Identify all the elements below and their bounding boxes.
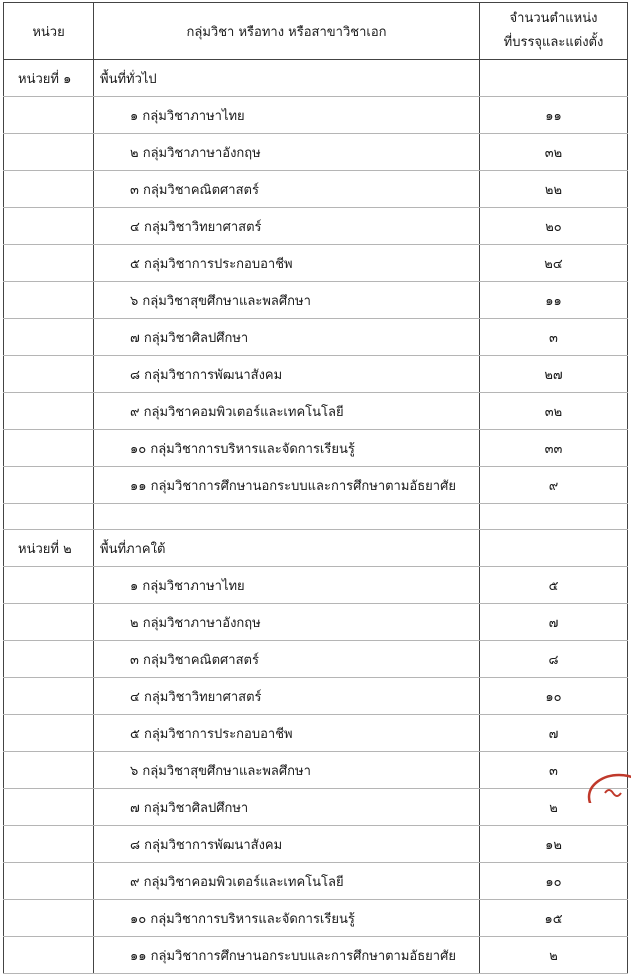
position-count-cell: ๑๕: [480, 900, 628, 937]
subject-group-cell: ๗ กลุ่มวิชาศิลปศึกษา: [94, 789, 480, 826]
table-row: [4, 789, 628, 826]
position-count-cell: ๑๑: [480, 282, 628, 319]
subject-group-cell: ๑๑ กลุ่มวิชาการศึกษานอกระบบและการศึกษาตามอัธยาศัย: [94, 937, 480, 974]
table-row: [4, 567, 628, 604]
position-allocation-table: [3, 2, 628, 974]
subject-group-cell: ๘ กลุ่มวิชาการพัฒนาสังคม: [94, 356, 480, 393]
section-header-row: [4, 60, 628, 97]
unit-cell-empty: [4, 319, 94, 356]
subject-group-cell: ๗ กลุ่มวิชาศิลปศึกษา: [94, 319, 480, 356]
subject-group-cell: ๕ กลุ่มวิชาการประกอบอาชีพ: [94, 715, 480, 752]
count-column-header: [480, 3, 628, 60]
position-count-cell: ๑๑: [480, 97, 628, 134]
table-body: [4, 60, 628, 974]
subject-group-cell: ๑๐ กลุ่มวิชาการบริหารและจัดการเรียนรู้: [94, 430, 480, 467]
area-label: พื้นที่ภาคใต้: [94, 530, 480, 567]
position-count-cell: ๒: [480, 789, 628, 826]
position-count-cell: ๒๔: [480, 245, 628, 282]
position-count-cell: ๙: [480, 467, 628, 504]
subject-group-cell: ๙ กลุ่มวิชาคอมพิวเตอร์และเทคโนโลยี: [94, 393, 480, 430]
unit-cell-empty: [4, 826, 94, 863]
unit-cell-empty: [4, 430, 94, 467]
subject-group-cell: ๒ กลุ่มวิชาภาษาอังกฤษ: [94, 134, 480, 171]
unit-cell-empty: [4, 752, 94, 789]
unit-cell-empty: [4, 356, 94, 393]
table-row: [4, 641, 628, 678]
table-row: [4, 430, 628, 467]
unit-column-header: หน่วย: [4, 3, 94, 60]
unit-cell-empty: [4, 567, 94, 604]
section-spacer-row: [4, 504, 628, 530]
position-count-cell: ๒๐: [480, 208, 628, 245]
position-count-cell: ๑๐: [480, 863, 628, 900]
count-header-line-1: จำนวนตำแหน่ง: [509, 11, 598, 26]
subject-group-cell: ๑๑ กลุ่มวิชาการศึกษานอกระบบและการศึกษาตามอัธยาศัย: [94, 467, 480, 504]
subject-group-cell: ๔ กลุ่มวิชาวิทยาศาสตร์: [94, 678, 480, 715]
table-row: [4, 900, 628, 937]
unit-cell-empty: [4, 467, 94, 504]
table-row: [4, 826, 628, 863]
unit-cell-empty: [4, 715, 94, 752]
subject-group-cell: ๓ กลุ่มวิชาคณิตศาสตร์: [94, 641, 480, 678]
subject-group-cell: ๘ กลุ่มวิชาการพัฒนาสังคม: [94, 826, 480, 863]
subject-group-cell: ๙ กลุ่มวิชาคอมพิวเตอร์และเทคโนโลยี: [94, 863, 480, 900]
unit-cell-empty: [4, 97, 94, 134]
subject-group-cell: ๑๐ กลุ่มวิชาการบริหารและจัดการเรียนรู้: [94, 900, 480, 937]
position-count-cell: ๓๒: [480, 134, 628, 171]
position-count-cell: ๒: [480, 937, 628, 974]
unit-cell-empty: [4, 863, 94, 900]
table-row: [4, 356, 628, 393]
unit-label: หน่วยที่ ๒: [4, 530, 94, 567]
unit-cell-empty: [4, 641, 94, 678]
table-row: [4, 604, 628, 641]
table-row: [4, 134, 628, 171]
position-count-cell: ๓๒: [480, 393, 628, 430]
unit-cell-empty: [4, 393, 94, 430]
unit-cell-empty: [4, 604, 94, 641]
table-row: [4, 245, 628, 282]
table-row: [4, 282, 628, 319]
subject-group-cell: ๒ กลุ่มวิชาภาษาอังกฤษ: [94, 604, 480, 641]
area-count-empty: [480, 530, 628, 567]
position-count-cell: ๒๗: [480, 356, 628, 393]
table-row: [4, 208, 628, 245]
subject-group-cell: ๑ กลุ่มวิชาภาษาไทย: [94, 97, 480, 134]
unit-cell-empty: [4, 789, 94, 826]
unit-cell-empty: [4, 678, 94, 715]
subject-group-cell: ๖ กลุ่มวิชาสุขศึกษาและพลศึกษา: [94, 282, 480, 319]
table-header-row: [4, 3, 628, 60]
area-label: พื้นที่ทั่วไป: [94, 60, 480, 97]
table-row: [4, 97, 628, 134]
position-count-cell: ๗: [480, 715, 628, 752]
position-count-cell: ๗: [480, 604, 628, 641]
position-count-cell: ๒๒: [480, 171, 628, 208]
area-count-empty: [480, 60, 628, 97]
count-header-line-2: ที่บรรจุและแต่งตั้ง: [503, 35, 604, 50]
section-header-row: [4, 530, 628, 567]
subject-group-cell: ๕ กลุ่มวิชาการประกอบอาชีพ: [94, 245, 480, 282]
table-row: [4, 171, 628, 208]
spacer-cell: [94, 504, 480, 530]
table-row: [4, 678, 628, 715]
official-seal-icon: [585, 767, 631, 803]
unit-cell-empty: [4, 900, 94, 937]
unit-cell-empty: [4, 245, 94, 282]
table-row: [4, 863, 628, 900]
spacer-cell: [480, 504, 628, 530]
subject-group-cell: ๖ กลุ่มวิชาสุขศึกษาและพลศึกษา: [94, 752, 480, 789]
table-row: [4, 393, 628, 430]
unit-label: หน่วยที่ ๑: [4, 60, 94, 97]
unit-cell-empty: [4, 171, 94, 208]
unit-cell-empty: [4, 208, 94, 245]
position-count-cell: ๓: [480, 752, 628, 789]
table-row: [4, 467, 628, 504]
subject-group-cell: ๑ กลุ่มวิชาภาษาไทย: [94, 567, 480, 604]
subject-column-header: กลุ่มวิชา หรือทาง หรือสาขาวิชาเอก: [94, 3, 480, 60]
table-row: [4, 752, 628, 789]
table-row: [4, 319, 628, 356]
unit-cell-empty: [4, 282, 94, 319]
table-row: [4, 937, 628, 974]
position-count-cell: ๕: [480, 567, 628, 604]
position-count-cell: ๑๐: [480, 678, 628, 715]
position-count-cell: ๓: [480, 319, 628, 356]
spacer-cell: [4, 504, 94, 530]
unit-cell-empty: [4, 134, 94, 171]
subject-group-cell: ๓ กลุ่มวิชาคณิตศาสตร์: [94, 171, 480, 208]
unit-cell-empty: [4, 937, 94, 974]
position-count-cell: ๓๓: [480, 430, 628, 467]
position-count-cell: ๑๒: [480, 826, 628, 863]
position-count-cell: ๘: [480, 641, 628, 678]
subject-group-cell: ๔ กลุ่มวิชาวิทยาศาสตร์: [94, 208, 480, 245]
table-row: [4, 715, 628, 752]
